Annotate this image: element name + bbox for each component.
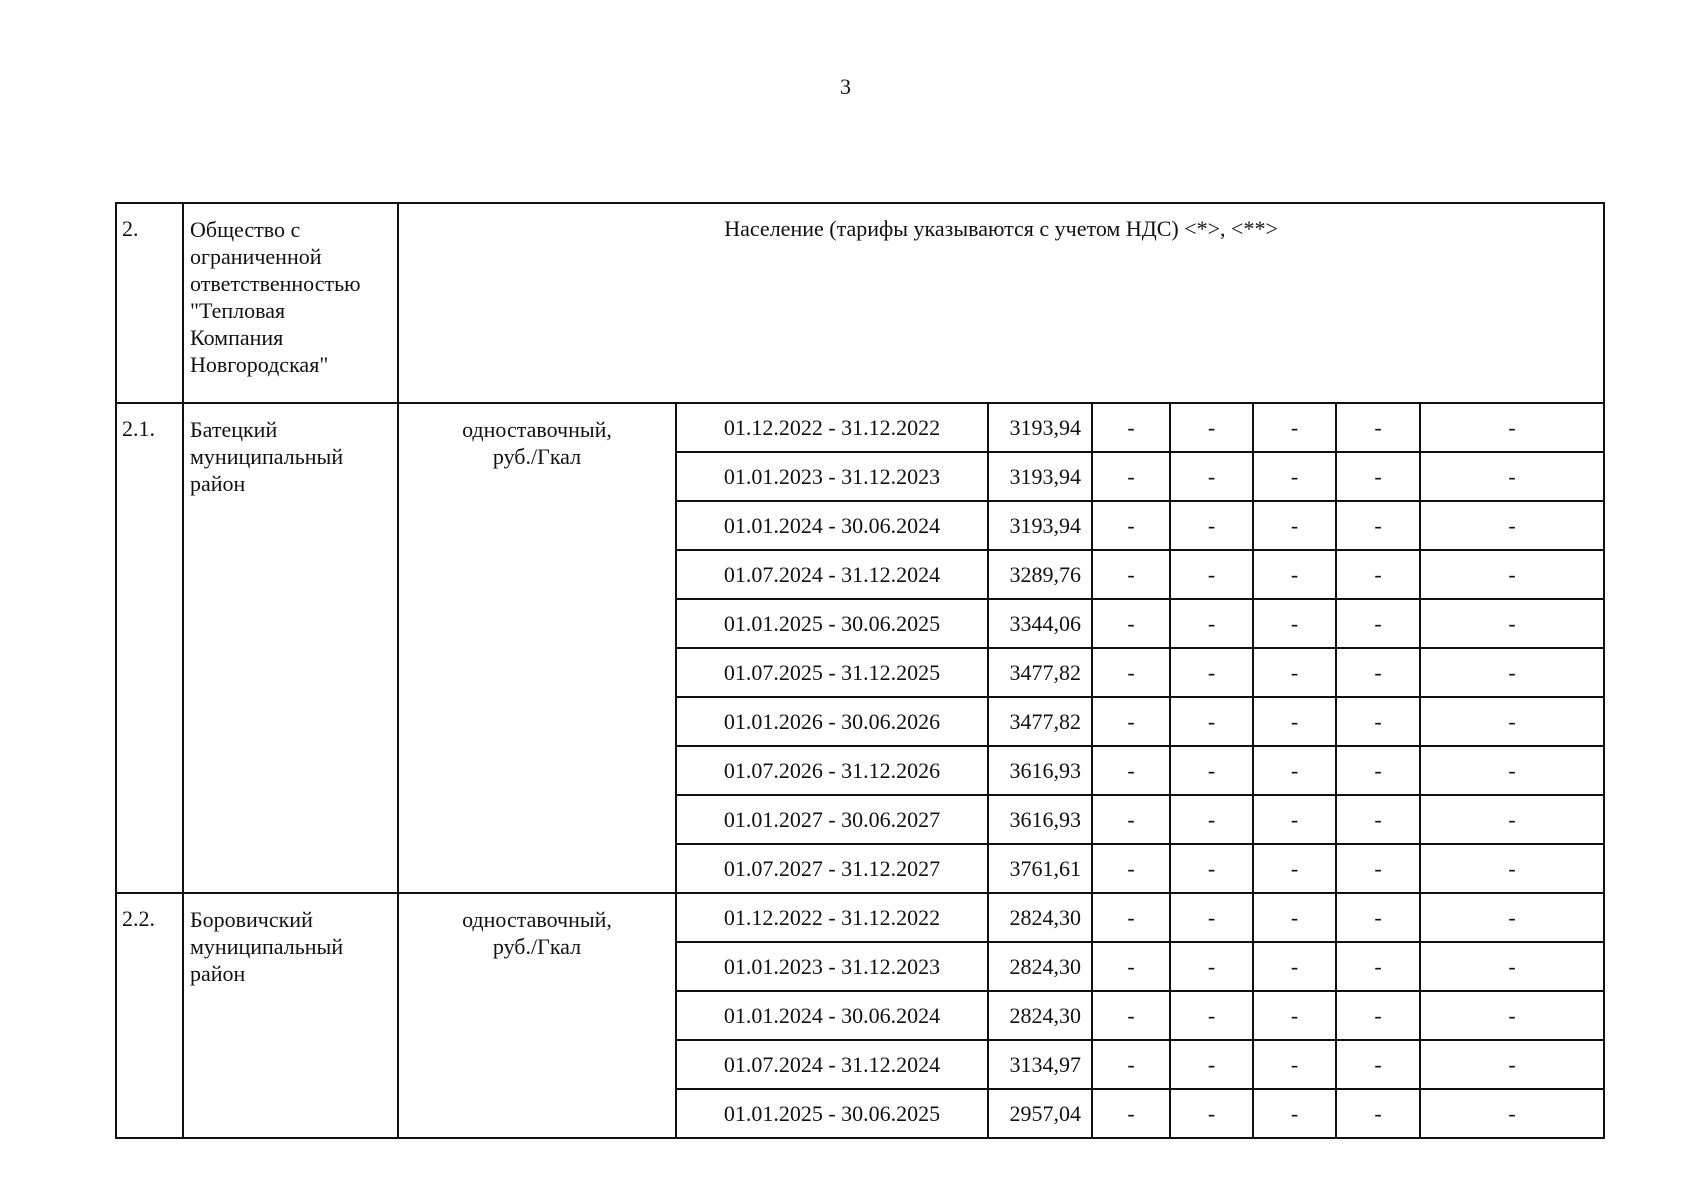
period-cell: 01.07.2026 - 31.12.2026	[676, 746, 988, 795]
period-cell: 01.01.2023 - 31.12.2023	[676, 452, 988, 501]
empty-value-cell: -	[1420, 403, 1604, 452]
empty-value-cell: -	[1420, 550, 1604, 599]
empty-value-cell: -	[1336, 599, 1420, 648]
empty-value-cell: -	[1092, 697, 1170, 746]
period-cell: 01.07.2024 - 31.12.2024	[676, 550, 988, 599]
empty-value-cell: -	[1092, 1089, 1170, 1138]
empty-value-cell: -	[1420, 844, 1604, 893]
tariff-value-cell: 3289,76	[988, 550, 1092, 599]
consumer-group-header: Население (тарифы указываются с учетом НДС) <*>, <**>	[398, 203, 1604, 403]
empty-value-cell: -	[1253, 550, 1336, 599]
empty-value-cell: -	[1253, 1040, 1336, 1089]
period-cell: 01.07.2025 - 31.12.2025	[676, 648, 988, 697]
tariff-value-cell: 3477,82	[988, 697, 1092, 746]
tariff-value-cell: 2824,30	[988, 991, 1092, 1040]
empty-value-cell: -	[1253, 403, 1336, 452]
empty-value-cell: -	[1336, 452, 1420, 501]
empty-value-cell: -	[1170, 403, 1253, 452]
empty-value-cell: -	[1336, 893, 1420, 942]
empty-value-cell: -	[1170, 452, 1253, 501]
empty-value-cell: -	[1420, 1089, 1604, 1138]
tariff-row	[116, 893, 1604, 942]
empty-value-cell: -	[1336, 942, 1420, 991]
empty-value-cell: -	[1170, 844, 1253, 893]
empty-value-cell: -	[1420, 599, 1604, 648]
empty-value-cell: -	[1092, 795, 1170, 844]
tariff-value-cell: 2824,30	[988, 893, 1092, 942]
empty-value-cell: -	[1092, 746, 1170, 795]
empty-value-cell: -	[1092, 648, 1170, 697]
empty-value-cell: -	[1420, 697, 1604, 746]
group-number: 2.1.	[116, 403, 183, 893]
empty-value-cell: -	[1336, 403, 1420, 452]
empty-value-cell: -	[1336, 550, 1420, 599]
empty-value-cell: -	[1170, 599, 1253, 648]
tariff-value-cell: 3344,06	[988, 599, 1092, 648]
tariff-type: одноставочный, руб./Гкал	[398, 893, 676, 1138]
empty-value-cell: -	[1336, 501, 1420, 550]
empty-value-cell: -	[1092, 844, 1170, 893]
tariff-value-cell: 3134,97	[988, 1040, 1092, 1089]
tariff-row	[116, 403, 1604, 452]
empty-value-cell: -	[1170, 550, 1253, 599]
tariff-value-cell: 2824,30	[988, 942, 1092, 991]
empty-value-cell: -	[1420, 942, 1604, 991]
empty-value-cell: -	[1092, 893, 1170, 942]
empty-value-cell: -	[1253, 991, 1336, 1040]
empty-value-cell: -	[1253, 599, 1336, 648]
district-name: Боровичский муниципальный район	[183, 893, 398, 1138]
empty-value-cell: -	[1170, 501, 1253, 550]
empty-value-cell: -	[1253, 501, 1336, 550]
empty-value-cell: -	[1420, 648, 1604, 697]
organization-name: Общество с ограниченной ответственностью "Тепловая Компания Новгородская"	[183, 203, 398, 403]
empty-value-cell: -	[1092, 452, 1170, 501]
empty-value-cell: -	[1336, 697, 1420, 746]
empty-value-cell: -	[1336, 1040, 1420, 1089]
empty-value-cell: -	[1170, 942, 1253, 991]
period-cell: 01.07.2027 - 31.12.2027	[676, 844, 988, 893]
empty-value-cell: -	[1336, 795, 1420, 844]
empty-value-cell: -	[1253, 697, 1336, 746]
period-cell: 01.01.2023 - 31.12.2023	[676, 942, 988, 991]
empty-value-cell: -	[1092, 501, 1170, 550]
empty-value-cell: -	[1092, 599, 1170, 648]
empty-value-cell: -	[1336, 746, 1420, 795]
tariff-value-cell: 3761,61	[988, 844, 1092, 893]
empty-value-cell: -	[1420, 1040, 1604, 1089]
empty-value-cell: -	[1092, 403, 1170, 452]
tariff-value-cell: 2957,04	[988, 1089, 1092, 1138]
organization-number: 2.	[116, 203, 183, 403]
period-cell: 01.12.2022 - 31.12.2022	[676, 893, 988, 942]
empty-value-cell: -	[1253, 746, 1336, 795]
empty-value-cell: -	[1420, 746, 1604, 795]
period-cell: 01.01.2026 - 30.06.2026	[676, 697, 988, 746]
district-name: Батецкий муниципальный район	[183, 403, 398, 893]
empty-value-cell: -	[1170, 746, 1253, 795]
tariff-value-cell: 3193,94	[988, 403, 1092, 452]
page-number: 3	[840, 74, 851, 99]
tariff-table	[115, 202, 1605, 1139]
empty-value-cell: -	[1253, 844, 1336, 893]
empty-value-cell: -	[1336, 991, 1420, 1040]
period-cell: 01.07.2024 - 31.12.2024	[676, 1040, 988, 1089]
empty-value-cell: -	[1336, 844, 1420, 893]
tariff-type: одноставочный, руб./Гкал	[398, 403, 676, 893]
empty-value-cell: -	[1092, 942, 1170, 991]
organization-row	[116, 203, 1604, 403]
tariff-value-cell: 3193,94	[988, 501, 1092, 550]
empty-value-cell: -	[1170, 795, 1253, 844]
tariff-value-cell: 3193,94	[988, 452, 1092, 501]
tariff-value-cell: 3477,82	[988, 648, 1092, 697]
tariff-value-cell: 3616,93	[988, 746, 1092, 795]
empty-value-cell: -	[1253, 648, 1336, 697]
empty-value-cell: -	[1170, 1040, 1253, 1089]
empty-value-cell: -	[1420, 452, 1604, 501]
empty-value-cell: -	[1420, 991, 1604, 1040]
empty-value-cell: -	[1336, 1089, 1420, 1138]
empty-value-cell: -	[1420, 893, 1604, 942]
empty-value-cell: -	[1253, 452, 1336, 501]
empty-value-cell: -	[1092, 991, 1170, 1040]
empty-value-cell: -	[1170, 893, 1253, 942]
empty-value-cell: -	[1336, 648, 1420, 697]
empty-value-cell: -	[1170, 648, 1253, 697]
empty-value-cell: -	[1170, 991, 1253, 1040]
period-cell: 01.01.2024 - 30.06.2024	[676, 501, 988, 550]
empty-value-cell: -	[1253, 893, 1336, 942]
group-number: 2.2.	[116, 893, 183, 1138]
empty-value-cell: -	[1420, 795, 1604, 844]
period-cell: 01.01.2025 - 30.06.2025	[676, 1089, 988, 1138]
tariff-value-cell: 3616,93	[988, 795, 1092, 844]
period-cell: 01.01.2027 - 30.06.2027	[676, 795, 988, 844]
period-cell: 01.01.2024 - 30.06.2024	[676, 991, 988, 1040]
empty-value-cell: -	[1170, 1089, 1253, 1138]
period-cell: 01.12.2022 - 31.12.2022	[676, 403, 988, 452]
empty-value-cell: -	[1420, 501, 1604, 550]
empty-value-cell: -	[1253, 942, 1336, 991]
empty-value-cell: -	[1253, 795, 1336, 844]
empty-value-cell: -	[1092, 550, 1170, 599]
period-cell: 01.01.2025 - 30.06.2025	[676, 599, 988, 648]
empty-value-cell: -	[1253, 1089, 1336, 1138]
empty-value-cell: -	[1092, 1040, 1170, 1089]
empty-value-cell: -	[1170, 697, 1253, 746]
